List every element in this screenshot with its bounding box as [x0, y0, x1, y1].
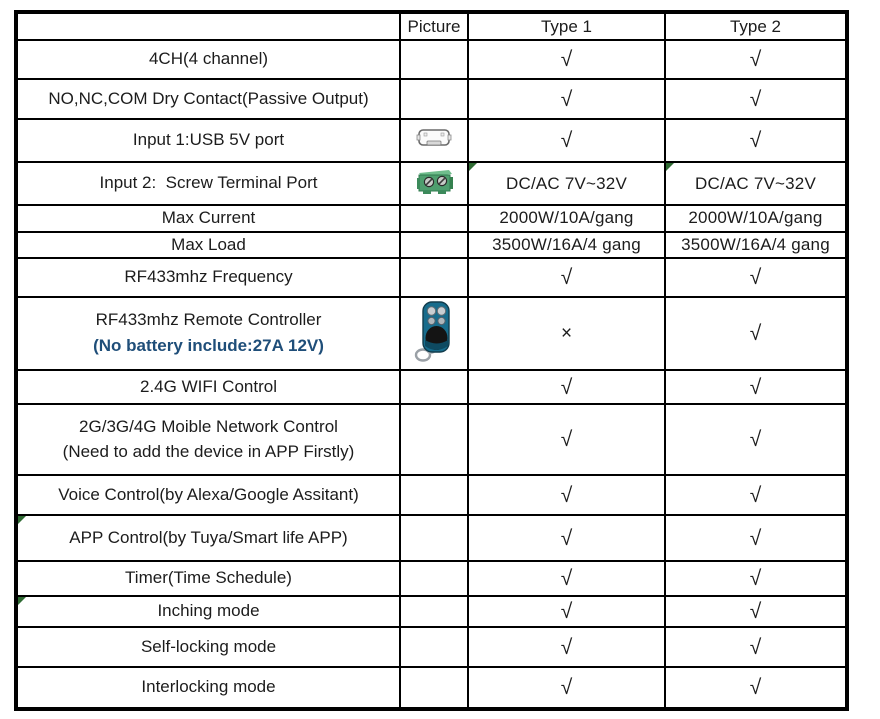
picture-cell — [400, 119, 468, 162]
type2-text: 3500W/16A/4 gang — [681, 234, 830, 254]
type2-value: √ — [665, 475, 847, 515]
feature-text: Max Current — [161, 208, 256, 227]
type1-value: √ — [468, 119, 665, 162]
table-row — [16, 561, 847, 596]
feature-label — [16, 370, 400, 404]
feature-label — [16, 404, 400, 475]
feature-label — [16, 232, 400, 259]
screw-terminal-icon — [414, 168, 454, 195]
usb-port-icon — [416, 127, 452, 149]
type2-value — [665, 162, 847, 205]
feature-text: Voice Control(by Alexa/Google Assitant) — [58, 484, 359, 504]
feature-text: Max Load — [171, 234, 246, 254]
feature-text: NO,NC,COM Dry Contact(Passive Output) — [48, 88, 369, 108]
type1-value: √ — [468, 40, 665, 79]
type2-value: √ — [665, 667, 847, 709]
table-row — [16, 297, 847, 370]
type1-value: √ — [468, 475, 665, 515]
picture-cell — [400, 79, 468, 119]
table-row — [16, 258, 847, 297]
table-row — [16, 404, 847, 475]
type1-value — [468, 232, 665, 259]
table-row — [16, 119, 847, 162]
feature-label — [16, 205, 400, 232]
type2-value: √ — [665, 627, 847, 667]
feature-text: Timer(Time Schedule) — [125, 568, 292, 588]
type2-value: √ — [665, 596, 847, 627]
type2-value: √ — [665, 119, 847, 162]
type2-text: DC/AC 7V~32V — [695, 173, 816, 193]
type1-value: √ — [468, 258, 665, 297]
type1-value — [468, 162, 665, 205]
feature-label — [16, 297, 400, 370]
feature-label — [16, 515, 400, 561]
feature-label — [16, 475, 400, 515]
type2-value: √ — [665, 370, 847, 404]
type1-text: 3500W/16A/4 gang — [492, 234, 641, 254]
column-header-type1: Type 1 — [468, 12, 665, 40]
type1-value: √ — [468, 627, 665, 667]
type1-text: × — [560, 322, 573, 344]
picture-cell — [400, 404, 468, 475]
type2-value: √ — [665, 561, 847, 596]
picture-cell — [400, 627, 468, 667]
type1-value — [468, 205, 665, 232]
feature-text: APP Control(by Tuya/Smart life APP) — [69, 527, 348, 547]
picture-cell — [400, 370, 468, 404]
type1-text: 2000W/10A/gang — [499, 208, 634, 228]
feature-label — [16, 79, 400, 119]
type1-value: √ — [468, 515, 665, 561]
feature-label — [16, 119, 400, 162]
picture-cell — [400, 162, 468, 205]
type2-value: √ — [665, 40, 847, 79]
feature-text: RF433mhz Remote Controller — [95, 310, 322, 330]
feature-label — [16, 162, 400, 205]
feature-label — [16, 627, 400, 667]
feature-text: 4CH(4 channel) — [148, 49, 269, 69]
feature-text: Inching mode — [157, 601, 260, 621]
table-row — [16, 370, 847, 404]
feature-note-text: (No battery include:27A 12V) — [93, 335, 324, 355]
cell-flag-triangle — [469, 163, 477, 171]
type2-value: √ — [665, 404, 847, 475]
picture-cell — [400, 561, 468, 596]
type1-value: √ — [468, 596, 665, 627]
table-row — [16, 40, 847, 79]
type1-text: DC/AC 7V~32V — [506, 173, 627, 193]
cell-flag-triangle — [666, 163, 674, 171]
feature-text: Interlocking mode — [141, 677, 276, 697]
remote-controller-icon — [411, 298, 457, 364]
table-row — [16, 596, 847, 627]
table-row — [16, 667, 847, 709]
type2-value — [665, 232, 847, 259]
type2-text: 2000W/10A/gang — [688, 208, 823, 228]
feature-label — [16, 40, 400, 79]
type1-value: √ — [468, 79, 665, 119]
type1-value — [468, 297, 665, 370]
table-row — [16, 232, 847, 259]
table-row — [16, 627, 847, 667]
feature-label — [16, 596, 400, 627]
feature-label — [16, 258, 400, 297]
column-header-picture: Picture — [400, 12, 468, 40]
type2-value: √ — [665, 79, 847, 119]
picture-cell — [400, 258, 468, 297]
table-row — [16, 205, 847, 232]
picture-cell — [400, 515, 468, 561]
type2-value — [665, 205, 847, 232]
feature-label — [16, 561, 400, 596]
table-row — [16, 475, 847, 515]
table-row — [16, 79, 847, 119]
picture-cell — [400, 596, 468, 627]
feature-text: Self-locking mode — [140, 636, 277, 656]
spec-comparison-table — [14, 10, 849, 711]
picture-cell — [400, 232, 468, 259]
cell-flag-triangle — [18, 516, 26, 524]
feature-text: RF433mhz Frequency — [124, 267, 293, 287]
picture-cell — [400, 667, 468, 709]
header-row — [16, 12, 847, 40]
type1-value: √ — [468, 561, 665, 596]
feature-text: Input 1:USB 5V port — [132, 130, 285, 150]
feature-text: 2.4G WIFI Control — [140, 376, 277, 396]
picture-cell — [400, 297, 468, 370]
picture-cell — [400, 205, 468, 232]
type1-value: √ — [468, 404, 665, 475]
type1-value: √ — [468, 370, 665, 404]
column-header-feature — [16, 12, 400, 40]
column-header-type2: Type 2 — [665, 12, 847, 40]
picture-cell — [400, 40, 468, 79]
type2-value: √ — [665, 258, 847, 297]
type2-value: √ — [665, 297, 847, 370]
feature-subtext: (Need to add the device in APP Firstly) — [62, 441, 355, 461]
feature-text: Input 2: Screw Terminal Port — [99, 173, 318, 193]
feature-text: 2G/3G/4G Moible Network Control — [79, 417, 338, 437]
type1-value: √ — [468, 667, 665, 709]
table-row — [16, 515, 847, 561]
feature-label — [16, 667, 400, 709]
picture-cell — [400, 475, 468, 515]
type2-value: √ — [665, 515, 847, 561]
table-row — [16, 162, 847, 205]
